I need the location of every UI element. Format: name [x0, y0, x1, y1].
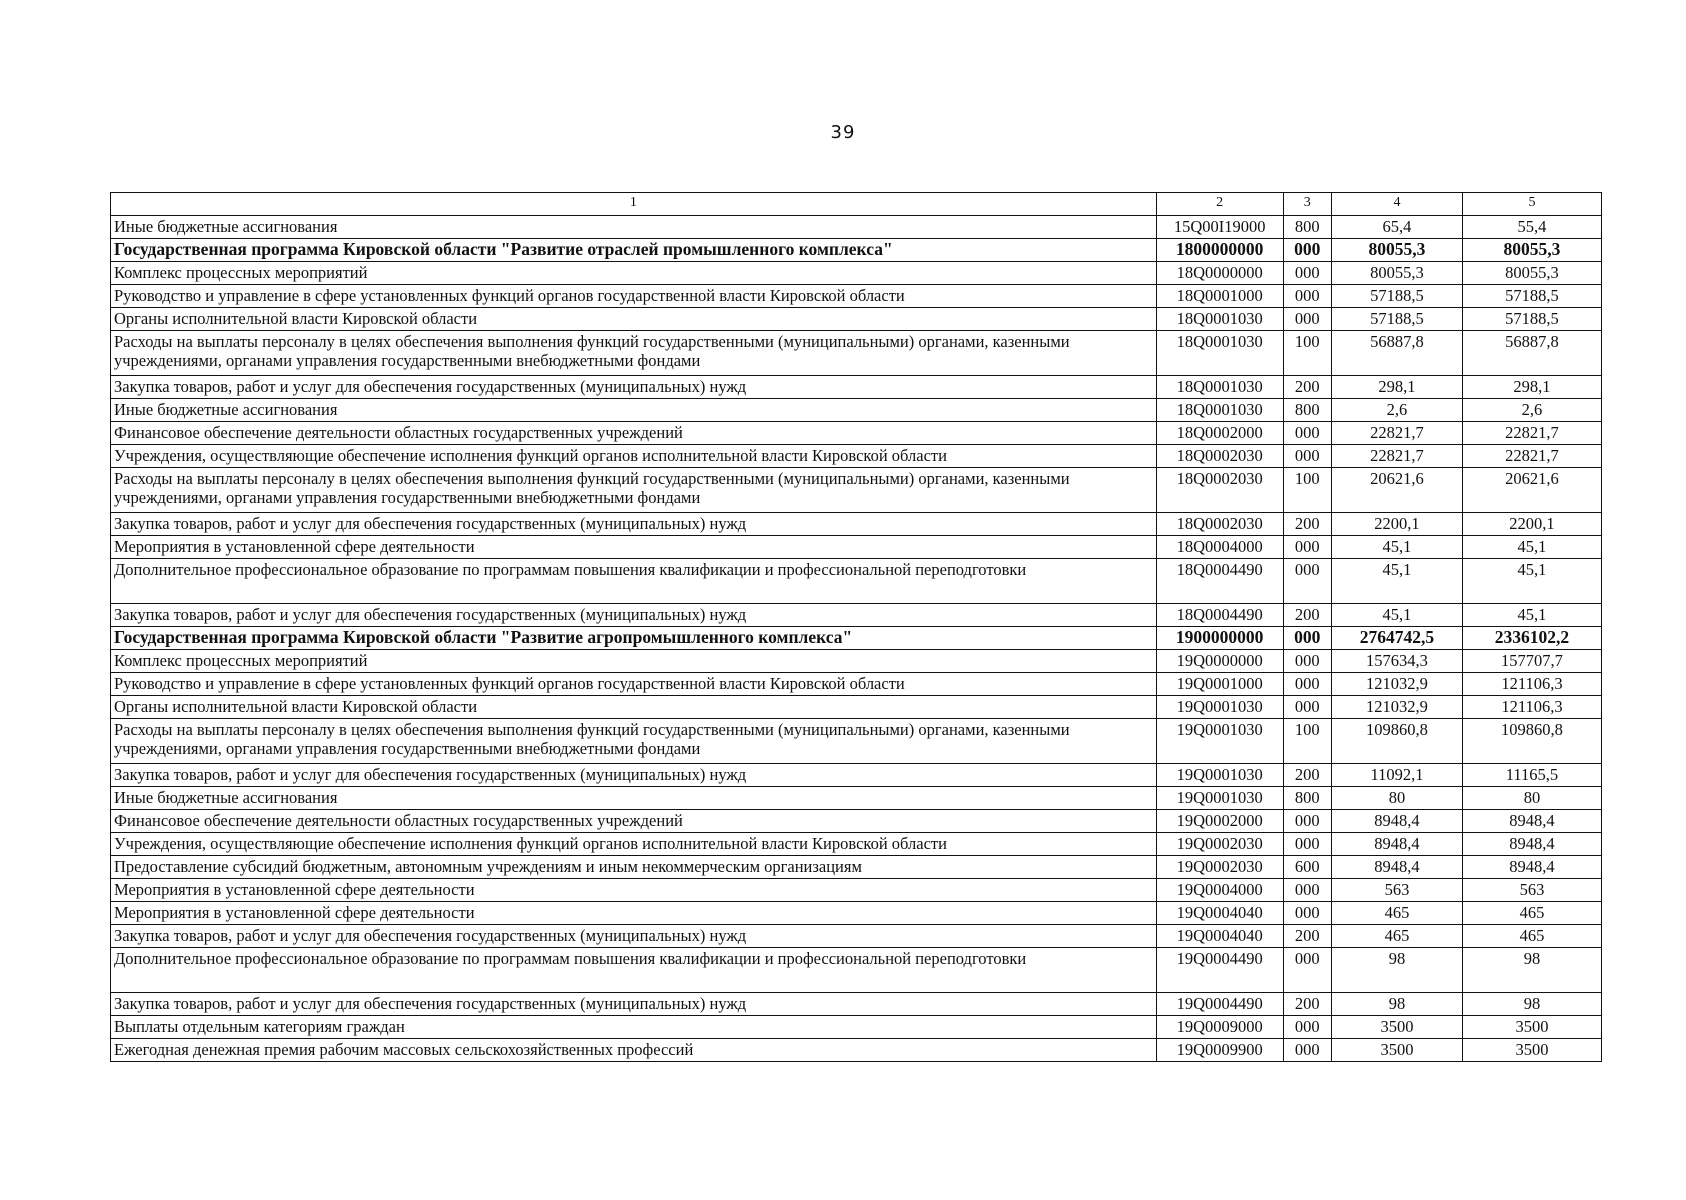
row-amount-2-cell: 298,1 [1462, 376, 1601, 399]
row-name-cell: Дополнительное профессиональное образование по программам повышения квалификации и профессиональной переподготовки [111, 948, 1157, 993]
row-name-cell: Государственная программа Кировской области "Развитие агропромышленного комплекса" [111, 627, 1157, 650]
row-name-cell: Дополнительное профессиональное образование по программам повышения квалификации и профессиональной переподготовки [111, 559, 1157, 604]
row-code-cell: 1800000000 [1156, 239, 1283, 262]
row-expense-type-cell: 000 [1283, 650, 1331, 673]
row-amount-1-cell: 8948,4 [1331, 856, 1462, 879]
row-amount-1-cell: 121032,9 [1331, 696, 1462, 719]
column-header-2: 2 [1156, 193, 1283, 216]
row-code-cell: 19Q0000000 [1156, 650, 1283, 673]
row-amount-2-cell: 8948,4 [1462, 833, 1601, 856]
row-amount-2-cell: 563 [1462, 879, 1601, 902]
row-expense-type-cell: 000 [1283, 262, 1331, 285]
row-expense-type-cell: 200 [1283, 764, 1331, 787]
table-row [111, 1039, 1602, 1062]
row-expense-type-cell: 000 [1283, 536, 1331, 559]
row-code-cell: 18Q0002000 [1156, 422, 1283, 445]
table-row [111, 764, 1602, 787]
row-code-cell: 18Q0002030 [1156, 445, 1283, 468]
row-amount-1-cell: 109860,8 [1331, 719, 1462, 764]
table-row [111, 513, 1602, 536]
column-header-3: 3 [1283, 193, 1331, 216]
table-row [111, 331, 1602, 376]
row-code-cell: 19Q0009000 [1156, 1016, 1283, 1039]
row-amount-1-cell: 22821,7 [1331, 445, 1462, 468]
table-row [111, 925, 1602, 948]
row-expense-type-cell: 000 [1283, 902, 1331, 925]
table-row [111, 993, 1602, 1016]
row-expense-type-cell: 000 [1283, 810, 1331, 833]
row-name-cell: Руководство и управление в сфере установленных функций органов государственной власти Кировской области [111, 673, 1157, 696]
table-row [111, 627, 1602, 650]
row-amount-2-cell: 121106,3 [1462, 696, 1601, 719]
row-name-cell: Иные бюджетные ассигнования [111, 399, 1157, 422]
row-code-cell: 18Q0001000 [1156, 285, 1283, 308]
table-row [111, 216, 1602, 239]
row-code-cell: 19Q0001030 [1156, 764, 1283, 787]
row-expense-type-cell: 000 [1283, 559, 1331, 604]
table-row [111, 559, 1602, 604]
table-row [111, 399, 1602, 422]
table-body [111, 216, 1602, 1062]
row-code-cell: 18Q0001030 [1156, 376, 1283, 399]
row-amount-2-cell: 3500 [1462, 1016, 1601, 1039]
row-amount-2-cell: 121106,3 [1462, 673, 1601, 696]
row-amount-1-cell: 2200,1 [1331, 513, 1462, 536]
row-amount-1-cell: 157634,3 [1331, 650, 1462, 673]
row-code-cell: 18Q0002030 [1156, 513, 1283, 536]
row-code-cell: 19Q0004490 [1156, 993, 1283, 1016]
row-amount-1-cell: 65,4 [1331, 216, 1462, 239]
row-amount-1-cell: 98 [1331, 948, 1462, 993]
row-name-cell: Иные бюджетные ассигнования [111, 787, 1157, 810]
row-amount-1-cell: 22821,7 [1331, 422, 1462, 445]
row-amount-2-cell: 20621,6 [1462, 468, 1601, 513]
column-header-4: 4 [1331, 193, 1462, 216]
row-expense-type-cell: 100 [1283, 719, 1331, 764]
row-amount-1-cell: 57188,5 [1331, 308, 1462, 331]
row-code-cell: 19Q0001000 [1156, 673, 1283, 696]
table-row [111, 879, 1602, 902]
row-amount-2-cell: 80055,3 [1462, 262, 1601, 285]
row-code-cell: 18Q0004490 [1156, 604, 1283, 627]
row-amount-2-cell: 465 [1462, 902, 1601, 925]
row-amount-2-cell: 3500 [1462, 1039, 1601, 1062]
table-row [111, 604, 1602, 627]
row-name-cell: Комплекс процессных мероприятий [111, 262, 1157, 285]
row-amount-1-cell: 56887,8 [1331, 331, 1462, 376]
row-code-cell: 18Q0004490 [1156, 559, 1283, 604]
row-code-cell: 18Q0004000 [1156, 536, 1283, 559]
row-amount-2-cell: 57188,5 [1462, 285, 1601, 308]
row-amount-2-cell: 45,1 [1462, 559, 1601, 604]
row-expense-type-cell: 200 [1283, 993, 1331, 1016]
row-name-cell: Мероприятия в установленной сфере деятельности [111, 879, 1157, 902]
row-name-cell: Закупка товаров, работ и услуг для обеспечения государственных (муниципальных) нужд [111, 604, 1157, 627]
row-amount-2-cell: 56887,8 [1462, 331, 1601, 376]
table-row [111, 673, 1602, 696]
row-code-cell: 18Q0001030 [1156, 331, 1283, 376]
row-amount-1-cell: 98 [1331, 993, 1462, 1016]
row-expense-type-cell: 000 [1283, 627, 1331, 650]
row-code-cell: 19Q0004040 [1156, 902, 1283, 925]
row-amount-2-cell: 80 [1462, 787, 1601, 810]
row-code-cell: 19Q0001030 [1156, 696, 1283, 719]
table-row [111, 902, 1602, 925]
table-row [111, 445, 1602, 468]
row-amount-1-cell: 8948,4 [1331, 833, 1462, 856]
row-amount-2-cell: 45,1 [1462, 536, 1601, 559]
row-amount-1-cell: 80055,3 [1331, 262, 1462, 285]
row-code-cell: 19Q0001030 [1156, 787, 1283, 810]
table-row [111, 810, 1602, 833]
row-amount-1-cell: 298,1 [1331, 376, 1462, 399]
row-expense-type-cell: 200 [1283, 604, 1331, 627]
row-amount-2-cell: 55,4 [1462, 216, 1601, 239]
row-expense-type-cell: 000 [1283, 285, 1331, 308]
table-row [111, 696, 1602, 719]
table-row [111, 285, 1602, 308]
table-row [111, 422, 1602, 445]
row-expense-type-cell: 800 [1283, 787, 1331, 810]
row-expense-type-cell: 000 [1283, 948, 1331, 993]
row-amount-2-cell: 22821,7 [1462, 445, 1601, 468]
table-row [111, 719, 1602, 764]
row-expense-type-cell: 100 [1283, 468, 1331, 513]
row-amount-2-cell: 157707,7 [1462, 650, 1601, 673]
row-name-cell: Государственная программа Кировской области "Развитие отраслей промышленного комплекса" [111, 239, 1157, 262]
row-amount-1-cell: 80 [1331, 787, 1462, 810]
column-header-1: 1 [111, 193, 1157, 216]
row-amount-1-cell: 3500 [1331, 1016, 1462, 1039]
row-amount-2-cell: 80055,3 [1462, 239, 1601, 262]
row-name-cell: Комплекс процессных мероприятий [111, 650, 1157, 673]
row-name-cell: Органы исполнительной власти Кировской области [111, 696, 1157, 719]
row-name-cell: Мероприятия в установленной сфере деятельности [111, 536, 1157, 559]
row-name-cell: Предоставление субсидий бюджетным, автономным учреждениям и иным некоммерческим организациям [111, 856, 1157, 879]
row-amount-1-cell: 80055,3 [1331, 239, 1462, 262]
row-amount-2-cell: 2200,1 [1462, 513, 1601, 536]
table-row [111, 239, 1602, 262]
row-amount-2-cell: 57188,5 [1462, 308, 1601, 331]
row-amount-2-cell: 98 [1462, 948, 1601, 993]
row-expense-type-cell: 000 [1283, 445, 1331, 468]
row-amount-1-cell: 2764742,5 [1331, 627, 1462, 650]
row-name-cell: Выплаты отдельным категориям граждан [111, 1016, 1157, 1039]
row-code-cell: 19Q0002030 [1156, 856, 1283, 879]
row-expense-type-cell: 000 [1283, 879, 1331, 902]
row-amount-1-cell: 465 [1331, 902, 1462, 925]
row-expense-type-cell: 000 [1283, 308, 1331, 331]
row-amount-2-cell: 8948,4 [1462, 810, 1601, 833]
row-amount-1-cell: 8948,4 [1331, 810, 1462, 833]
row-code-cell: 19Q0004000 [1156, 879, 1283, 902]
row-code-cell: 19Q0002000 [1156, 810, 1283, 833]
row-name-cell: Расходы на выплаты персоналу в целях обеспечения выполнения функций государственными (муниципальными) органами, казенными учреждениями, органами управления государственными внебюджетными фондами [111, 331, 1157, 376]
row-expense-type-cell: 600 [1283, 856, 1331, 879]
row-amount-1-cell: 465 [1331, 925, 1462, 948]
row-expense-type-cell: 800 [1283, 399, 1331, 422]
table-header-row [111, 193, 1602, 216]
row-expense-type-cell: 000 [1283, 696, 1331, 719]
row-amount-1-cell: 563 [1331, 879, 1462, 902]
row-name-cell: Закупка товаров, работ и услуг для обеспечения государственных (муниципальных) нужд [111, 376, 1157, 399]
row-name-cell: Финансовое обеспечение деятельности областных государственных учреждений [111, 422, 1157, 445]
table-row [111, 787, 1602, 810]
row-name-cell: Закупка товаров, работ и услуг для обеспечения государственных (муниципальных) нужд [111, 925, 1157, 948]
row-name-cell: Учреждения, осуществляющие обеспечение исполнения функций органов исполнительной власти Кировской области [111, 833, 1157, 856]
row-expense-type-cell: 000 [1283, 1039, 1331, 1062]
row-amount-2-cell: 109860,8 [1462, 719, 1601, 764]
row-expense-type-cell: 200 [1283, 513, 1331, 536]
table-row [111, 468, 1602, 513]
row-expense-type-cell: 200 [1283, 376, 1331, 399]
column-header-5: 5 [1462, 193, 1601, 216]
row-amount-1-cell: 121032,9 [1331, 673, 1462, 696]
row-code-cell: 18Q0000000 [1156, 262, 1283, 285]
row-name-cell: Расходы на выплаты персоналу в целях обеспечения выполнения функций государственными (муниципальными) органами, казенными учреждениями, органами управления государственными внебюджетными фондами [111, 468, 1157, 513]
row-name-cell: Учреждения, осуществляющие обеспечение исполнения функций органов исполнительной власти Кировской области [111, 445, 1157, 468]
table-row [111, 308, 1602, 331]
row-name-cell: Закупка товаров, работ и услуг для обеспечения государственных (муниципальных) нужд [111, 993, 1157, 1016]
row-amount-2-cell: 45,1 [1462, 604, 1601, 627]
row-code-cell: 18Q0002030 [1156, 468, 1283, 513]
row-amount-2-cell: 2336102,2 [1462, 627, 1601, 650]
page-number: 39 [830, 122, 856, 143]
row-name-cell: Расходы на выплаты персоналу в целях обеспечения выполнения функций государственными (муниципальными) органами, казенными учреждениями, органами управления государственными внебюджетными фондами [111, 719, 1157, 764]
table-row [111, 856, 1602, 879]
row-amount-1-cell: 11092,1 [1331, 764, 1462, 787]
row-name-cell: Закупка товаров, работ и услуг для обеспечения государственных (муниципальных) нужд [111, 513, 1157, 536]
table-row [111, 536, 1602, 559]
row-amount-1-cell: 20621,6 [1331, 468, 1462, 513]
row-code-cell: 19Q0004040 [1156, 925, 1283, 948]
table-row [111, 262, 1602, 285]
row-expense-type-cell: 000 [1283, 1016, 1331, 1039]
row-expense-type-cell: 800 [1283, 216, 1331, 239]
row-amount-2-cell: 22821,7 [1462, 422, 1601, 445]
row-expense-type-cell: 000 [1283, 833, 1331, 856]
row-name-cell: Закупка товаров, работ и услуг для обеспечения государственных (муниципальных) нужд [111, 764, 1157, 787]
table-row [111, 833, 1602, 856]
row-code-cell: 19Q0002030 [1156, 833, 1283, 856]
row-name-cell: Мероприятия в установленной сфере деятельности [111, 902, 1157, 925]
row-amount-2-cell: 11165,5 [1462, 764, 1601, 787]
row-expense-type-cell: 100 [1283, 331, 1331, 376]
row-code-cell: 19Q0004490 [1156, 948, 1283, 993]
row-amount-1-cell: 45,1 [1331, 604, 1462, 627]
row-code-cell: 15Q00I19000 [1156, 216, 1283, 239]
row-amount-2-cell: 98 [1462, 993, 1601, 1016]
row-expense-type-cell: 200 [1283, 925, 1331, 948]
row-amount-2-cell: 465 [1462, 925, 1601, 948]
row-expense-type-cell: 000 [1283, 422, 1331, 445]
table-row [111, 1016, 1602, 1039]
row-amount-1-cell: 45,1 [1331, 536, 1462, 559]
table-row [111, 948, 1602, 993]
budget-table [110, 192, 1602, 1062]
row-expense-type-cell: 000 [1283, 239, 1331, 262]
row-code-cell: 1900000000 [1156, 627, 1283, 650]
row-code-cell: 19Q0009900 [1156, 1039, 1283, 1062]
row-amount-1-cell: 3500 [1331, 1039, 1462, 1062]
row-code-cell: 18Q0001030 [1156, 308, 1283, 331]
row-expense-type-cell: 000 [1283, 673, 1331, 696]
row-code-cell: 19Q0001030 [1156, 719, 1283, 764]
row-name-cell: Органы исполнительной власти Кировской области [111, 308, 1157, 331]
row-amount-2-cell: 2,6 [1462, 399, 1601, 422]
row-amount-1-cell: 45,1 [1331, 559, 1462, 604]
row-code-cell: 18Q0001030 [1156, 399, 1283, 422]
row-amount-2-cell: 8948,4 [1462, 856, 1601, 879]
row-amount-1-cell: 2,6 [1331, 399, 1462, 422]
table-row [111, 376, 1602, 399]
row-name-cell: Руководство и управление в сфере установленных функций органов государственной власти Кировской области [111, 285, 1157, 308]
row-name-cell: Ежегодная денежная премия рабочим массовых сельскохозяйственных профессий [111, 1039, 1157, 1062]
row-name-cell: Иные бюджетные ассигнования [111, 216, 1157, 239]
row-amount-1-cell: 57188,5 [1331, 285, 1462, 308]
table-row [111, 650, 1602, 673]
row-name-cell: Финансовое обеспечение деятельности областных государственных учреждений [111, 810, 1157, 833]
